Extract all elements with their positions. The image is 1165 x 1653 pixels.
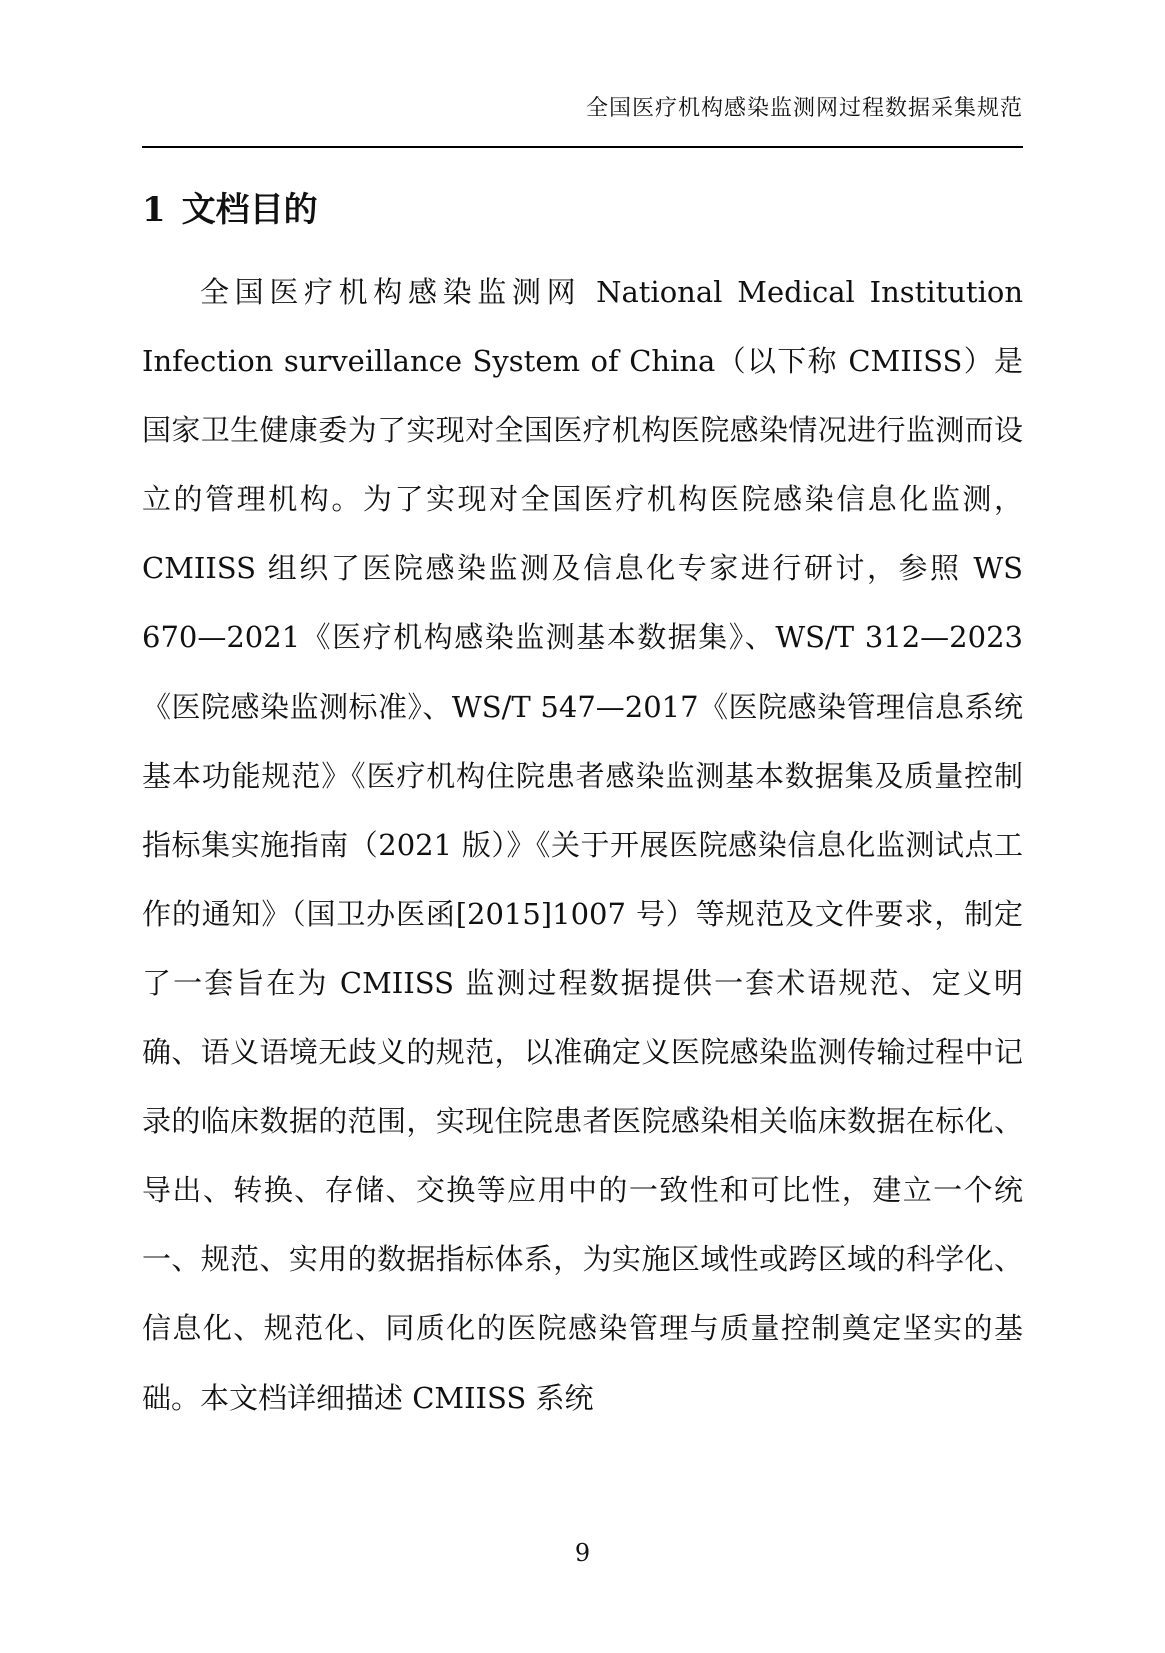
running-title: 全国医疗机构感染监测网过程数据采集规范 <box>585 96 1023 121</box>
page-header <box>142 92 1023 148</box>
page-number: 9 <box>574 1539 591 1567</box>
section-title: 文档目的 <box>181 190 318 230</box>
section-heading <box>142 184 318 236</box>
body-paragraph: 全国医疗机构感染监测网 National Medical Institution Infection surveillance System of China（以下称 CMIISS）是国家卫生健康委为了实现对全国医疗机构医院感染情况进行监测而设立的管理机构。为了实现对全国医疗机构医院感染信息化监测，CMIISS 组织了医院感染监测及信息化专家进行研讨，参照 WS 670—2021《医疗机构感染监测基本数据集》、WS/T 312—2023《医院感染监测标准》、WS/T 547—2017《医院感染管理信息系统基本功能规范》《医疗机构住院患者感染监测基本数据集及质量控制指标集实施指南（2021 版）》《关于开展医院感染信息化监测试点工作的通知》（国卫办医函[2015]1007 号）等规范及文件要求，制定了一套旨在为 CMIISS 监测过程数据提供一套术语规范、定义明确、语义语境无歧义的规范，以准确定义医院感染监测传输过程中记录的临床数据的范围，实现住院患者医院感染相关临床数据在标化、导出、转换、存储、交换等应用中的一致性和可比性，建立一个统一、规范、实用的数据指标体系，为实施区域性或跨区域的科学化、信息化、规范化、同质化的医院感染管理与质量控制奠定坚实的基础。本文档详细描述 CMIISS 系统 <box>142 275 1023 1415</box>
section-number: 1 <box>142 190 166 230</box>
